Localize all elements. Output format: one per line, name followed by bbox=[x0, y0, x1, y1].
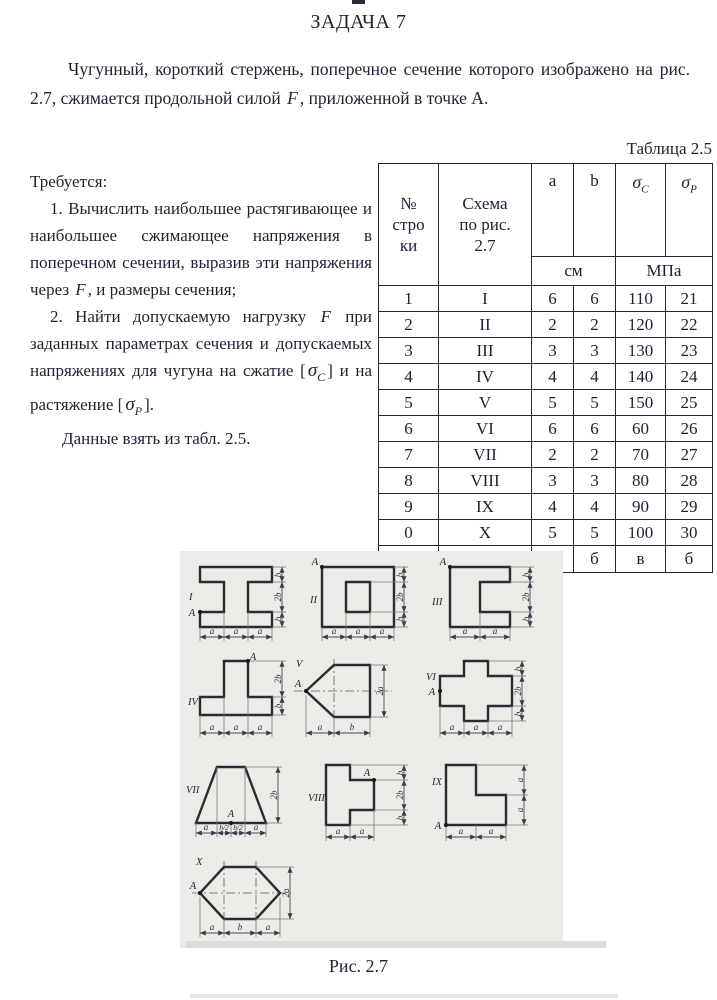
cell: 9 bbox=[379, 494, 439, 520]
figure-caption: Рис. 2.7 bbox=[328, 956, 389, 976]
cell: 30 bbox=[666, 520, 713, 546]
table-row bbox=[379, 364, 713, 390]
cell: 120 bbox=[616, 312, 666, 338]
dim-label: a bbox=[335, 826, 341, 836]
point-A-marker bbox=[198, 891, 202, 895]
dim-label: b bbox=[513, 666, 523, 672]
task-column bbox=[30, 168, 372, 452]
point-A-marker bbox=[372, 778, 376, 782]
point-A-label: A bbox=[188, 608, 196, 619]
scan-artifact-band bbox=[190, 994, 618, 998]
dim-label: b bbox=[521, 572, 531, 578]
cell: 2 bbox=[574, 312, 616, 338]
cell: IX bbox=[439, 494, 532, 520]
cell: 29 bbox=[666, 494, 713, 520]
cell: 28 bbox=[666, 468, 713, 494]
dim-label: a bbox=[203, 822, 209, 832]
dim-label: b/2 bbox=[233, 823, 243, 832]
dim-label: b bbox=[395, 815, 405, 821]
diagram-label: III bbox=[432, 597, 443, 608]
cell: 80 bbox=[616, 468, 666, 494]
sigma-c-symbol: $\sigma_C$ bbox=[307, 360, 326, 384]
dim-label: 2a bbox=[281, 888, 291, 898]
intro-text-1: Чугунный, короткий стержень, поперечное сечение которого изображено на рис. 2.7, сжимается продольной силой bbox=[30, 59, 690, 108]
section-diagram-VII bbox=[186, 757, 308, 853]
square-outline bbox=[322, 567, 394, 627]
diagram-label: IX bbox=[432, 777, 442, 788]
cell: 70 bbox=[616, 442, 666, 468]
point-A-marker bbox=[229, 821, 233, 825]
data-table bbox=[378, 163, 713, 573]
task-item-1 bbox=[30, 195, 372, 303]
dim-label: a bbox=[233, 722, 239, 732]
section-diagram-I bbox=[186, 557, 308, 653]
dim-label: 2b bbox=[513, 686, 523, 696]
cell: 25 bbox=[666, 390, 713, 416]
dim-label: b bbox=[273, 703, 283, 709]
dim-label: b bbox=[513, 711, 523, 717]
requires-heading: Требуется: bbox=[30, 172, 108, 191]
cell: 6 bbox=[532, 286, 574, 312]
task2-text-3: ] и на растяжение [ bbox=[30, 361, 373, 414]
header-scheme: Схема по рис. 2.7 bbox=[439, 164, 532, 286]
cell: VI bbox=[439, 416, 532, 442]
cell: 23 bbox=[666, 338, 713, 364]
cell: 100 bbox=[616, 520, 666, 546]
header-a: a bbox=[532, 164, 574, 257]
dim-label: 2b bbox=[395, 592, 405, 602]
cell: 3 bbox=[532, 338, 574, 364]
i-beam-outline bbox=[200, 567, 272, 627]
cell: IV bbox=[439, 364, 532, 390]
cell: 5 bbox=[532, 390, 574, 416]
cell: 5 bbox=[379, 390, 439, 416]
dim-label: 2a bbox=[375, 686, 385, 696]
unit-cm: см bbox=[532, 257, 616, 286]
dim-label: b bbox=[395, 572, 405, 578]
dim-label: a bbox=[257, 722, 263, 732]
table-row bbox=[379, 442, 713, 468]
cell: 4 bbox=[379, 364, 439, 390]
task-item-2 bbox=[30, 303, 372, 425]
table-row bbox=[379, 520, 713, 546]
cell: б bbox=[666, 546, 713, 573]
cell: 6 bbox=[379, 416, 439, 442]
cell: 4 bbox=[532, 494, 574, 520]
cell: 3 bbox=[574, 468, 616, 494]
cell: 26 bbox=[666, 416, 713, 442]
force-symbol: F bbox=[75, 280, 86, 299]
cell: 5 bbox=[574, 520, 616, 546]
diagram-label: II bbox=[310, 595, 317, 606]
tee-outline bbox=[200, 661, 272, 715]
intro-text-2: , приложенной в точке А. bbox=[299, 88, 489, 108]
sigma-p-symbol: $\sigma_P$ bbox=[125, 393, 143, 418]
dim-label: a bbox=[233, 626, 239, 636]
table-title: Таблица 2.5 bbox=[626, 139, 712, 158]
cell: 130 bbox=[616, 338, 666, 364]
unit-mpa: МПа bbox=[616, 257, 713, 286]
point-A-marker bbox=[304, 689, 308, 693]
task2-text-1: 2. Найти допускаемую нагрузку bbox=[50, 307, 319, 326]
dim-label: b/2 bbox=[219, 823, 229, 832]
cell: 110 bbox=[616, 286, 666, 312]
figure-2-7 bbox=[180, 551, 563, 948]
dim-label: 2b bbox=[273, 674, 283, 684]
cell: 4 bbox=[574, 364, 616, 390]
cell: 8 bbox=[379, 468, 439, 494]
force-symbol: F bbox=[287, 88, 298, 108]
cell: VIII bbox=[439, 468, 532, 494]
dim-label: 2b bbox=[521, 592, 531, 602]
cell: 4 bbox=[532, 364, 574, 390]
point-A-label: A bbox=[311, 557, 319, 568]
dim-label: a bbox=[379, 626, 385, 636]
dim-label: b bbox=[395, 616, 405, 622]
table-row bbox=[379, 390, 713, 416]
table-row bbox=[379, 286, 713, 312]
diagram-label: VII bbox=[186, 785, 200, 796]
diagram-label: V bbox=[296, 659, 303, 670]
dim-label: b bbox=[349, 722, 355, 732]
cell: 27 bbox=[666, 442, 713, 468]
dim-label: a bbox=[492, 626, 498, 636]
header-sigma-c: $\sigma_C$ bbox=[616, 164, 666, 257]
cell: 2 bbox=[532, 442, 574, 468]
section-diagram-X bbox=[188, 853, 318, 945]
cell: в bbox=[616, 546, 666, 573]
cell: б bbox=[574, 546, 616, 573]
table-header-row bbox=[379, 164, 713, 257]
cell: 6 bbox=[574, 416, 616, 442]
cell: 24 bbox=[666, 364, 713, 390]
cell: II bbox=[439, 312, 532, 338]
hole-outline bbox=[346, 582, 370, 612]
dim-label: a bbox=[253, 822, 259, 832]
cell: 6 bbox=[574, 286, 616, 312]
point-A-label: A bbox=[294, 679, 302, 690]
dim-label: a bbox=[317, 722, 323, 732]
cell: I bbox=[439, 286, 532, 312]
cell: 6 bbox=[532, 416, 574, 442]
dim-label: b bbox=[521, 616, 531, 622]
header-b: b bbox=[574, 164, 616, 257]
dim-label: a bbox=[265, 922, 271, 932]
scan-artifact-band bbox=[186, 941, 606, 948]
data-note: Данные взять из табл. 2.5. bbox=[62, 428, 251, 448]
dim-label: a bbox=[515, 807, 525, 813]
point-A-label: A bbox=[434, 821, 442, 832]
cell: VII bbox=[439, 442, 532, 468]
point-A-marker bbox=[198, 610, 202, 614]
diagram-label: X bbox=[196, 857, 203, 868]
cross-outline bbox=[440, 661, 512, 721]
dim-label: a bbox=[209, 722, 215, 732]
dim-label: a bbox=[449, 722, 455, 732]
diagram-label: I bbox=[189, 592, 193, 603]
point-A-marker bbox=[448, 565, 452, 569]
dim-label: 2b bbox=[269, 790, 279, 800]
force-symbol: F bbox=[320, 307, 331, 326]
intro-paragraph bbox=[30, 55, 690, 113]
header-sigma-p: $\sigma_P$ bbox=[666, 164, 713, 257]
point-A-marker bbox=[438, 689, 442, 693]
dim-label: a bbox=[462, 626, 468, 636]
table-row bbox=[379, 338, 713, 364]
dim-label: a bbox=[458, 826, 464, 836]
section-diagram-III bbox=[432, 557, 554, 653]
cell: 5 bbox=[574, 390, 616, 416]
cell: 2 bbox=[379, 312, 439, 338]
cell: X bbox=[439, 520, 532, 546]
cell: 90 bbox=[616, 494, 666, 520]
dim-label: a bbox=[497, 722, 503, 732]
diagram-label: VI bbox=[426, 672, 436, 683]
cell: 1 bbox=[379, 286, 439, 312]
diagram-label: VIII bbox=[308, 793, 325, 804]
point-A-label: A bbox=[189, 881, 197, 892]
dim-label: a bbox=[209, 626, 215, 636]
section-diagram-V bbox=[288, 653, 410, 749]
dim-label: b bbox=[237, 922, 243, 932]
section-diagram-VIII bbox=[308, 757, 430, 853]
cell: 4 bbox=[574, 494, 616, 520]
cell: 21 bbox=[666, 286, 713, 312]
cell: 3 bbox=[574, 338, 616, 364]
section-diagram-VI bbox=[426, 653, 548, 749]
cell: III bbox=[439, 338, 532, 364]
cell: 3 bbox=[532, 468, 574, 494]
dim-label: b bbox=[273, 616, 283, 622]
cell: 150 bbox=[616, 390, 666, 416]
cell: 140 bbox=[616, 364, 666, 390]
point-A-marker bbox=[444, 823, 448, 827]
table-row bbox=[379, 494, 713, 520]
point-A-label: A bbox=[428, 687, 436, 698]
cell: V bbox=[439, 390, 532, 416]
dim-label: b bbox=[395, 770, 405, 776]
page-number-fragment bbox=[352, 0, 365, 4]
dim-label: 2b bbox=[273, 592, 283, 602]
cell: 22 bbox=[666, 312, 713, 338]
dim-label: a bbox=[355, 626, 361, 636]
l-shape-outline bbox=[446, 765, 506, 825]
section-diagram-II bbox=[308, 557, 430, 653]
cell: 2 bbox=[574, 442, 616, 468]
task2-text-2: при заданных параметрах сечения и допускаемых напряжениях для чугуна на сжатие [ bbox=[30, 307, 372, 380]
cell: 60 bbox=[616, 416, 666, 442]
dim-label: 2b bbox=[395, 790, 405, 800]
task2-text-4: ]. bbox=[144, 394, 154, 414]
diagram-label: IV bbox=[188, 697, 198, 708]
cell: 7 bbox=[379, 442, 439, 468]
dim-label: a bbox=[331, 626, 337, 636]
dim-label: a bbox=[515, 777, 525, 783]
table-row bbox=[379, 312, 713, 338]
point-A-label: A bbox=[363, 768, 371, 779]
task1-text-1: 1. Вычислить наибольшее растягивающее и наибольшее сжимающее напряжения в поперечном сечении, выразив эти напряжения через bbox=[30, 199, 372, 299]
point-A-marker bbox=[320, 565, 324, 569]
header-row-number: № стро ки bbox=[379, 164, 439, 286]
section-diagram-IX bbox=[432, 757, 554, 853]
dim-label: a bbox=[488, 826, 494, 836]
table-row bbox=[379, 468, 713, 494]
dim-label: a bbox=[257, 626, 263, 636]
cell: 0 bbox=[379, 520, 439, 546]
point-A-label: A bbox=[439, 557, 447, 568]
point-A-label: A bbox=[227, 809, 235, 820]
table-row bbox=[379, 416, 713, 442]
task1-text-2: , и размеры сечения; bbox=[87, 280, 237, 299]
cell: 3 bbox=[379, 338, 439, 364]
cell: 2 bbox=[532, 312, 574, 338]
point-A-label: A bbox=[249, 653, 257, 663]
dim-label: a bbox=[473, 722, 479, 732]
dim-label: a bbox=[359, 826, 365, 836]
dim-label: b bbox=[273, 572, 283, 578]
cell: 5 bbox=[532, 520, 574, 546]
dim-label: a bbox=[209, 922, 215, 932]
page-title: ЗАДАЧА 7 bbox=[310, 11, 407, 33]
